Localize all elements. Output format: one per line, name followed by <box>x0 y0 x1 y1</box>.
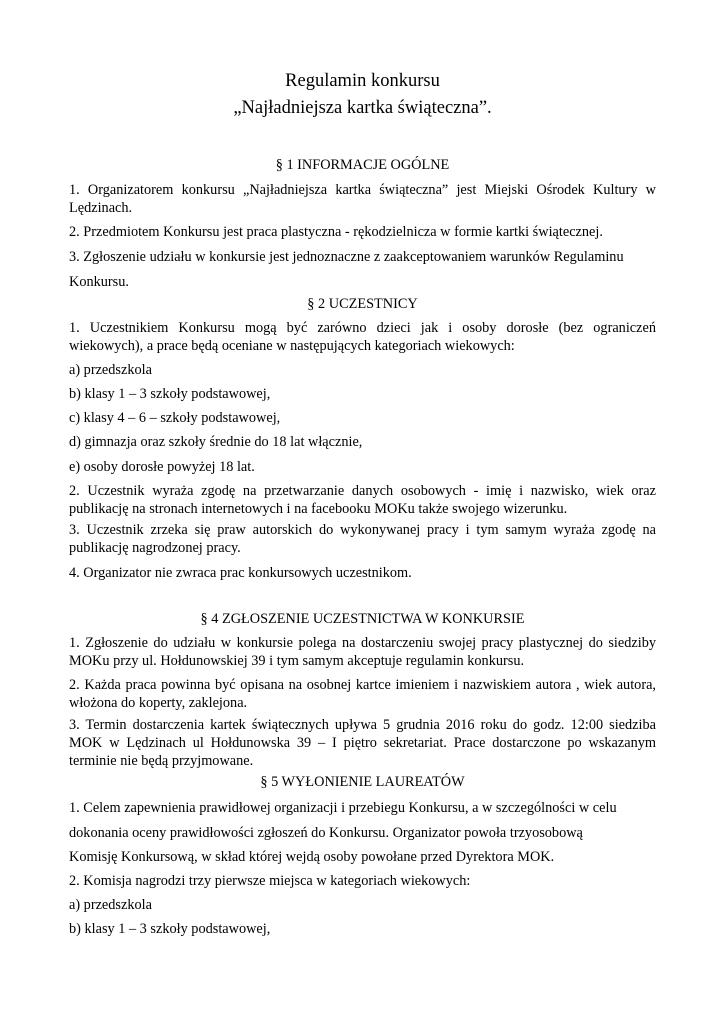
section-2-paragraph-4: 4. Organizator nie zwraca prac konkursowych uczestnikom. <box>69 565 412 581</box>
section-2-category-e: e) osoby dorosłe powyżej 18 lat. <box>69 459 255 475</box>
section-4-paragraph-3: 3. Termin dostarczenia kartek świątecznych upływa 5 grudnia 2016 roku do godz. 12:00 siedziba MOK w Lędzinach ul Hołdunowska 39 – I piętro sekretariat. Prace dostarczone po wskazanym terminie nie będą przyjmowane. <box>69 717 656 769</box>
section-2-paragraph-2: 2. Uczestnik wyraża zgodę na przetwarzanie danych osobowych - imię i nazwisko, wiek oraz publikację na stronach internetowych i na facebooku MOKu także swojego wizerunku. <box>69 483 656 517</box>
section-5-paragraph-2: 2. Komisja nagrodzi trzy pierwsze miejsca w kategoriach wiekowych: <box>69 873 471 889</box>
section-5-paragraph-1-line-1: 1. Celem zapewnienia prawidłowej organizacji i przebiegu Konkursu, a w szczególności w celu <box>69 800 617 816</box>
section-1-paragraph-3-line-2: Konkursu. <box>69 274 129 290</box>
section-2-category-b: b) klasy 1 – 3 szkoły podstawowej, <box>69 386 271 402</box>
section-2-category-c: c) klasy 4 – 6 – szkoły podstawowej, <box>69 410 281 426</box>
section-1-paragraph-2: 2. Przedmiotem Konkursu jest praca plastyczna - rękodzielnicza w formie kartki świątecznej. <box>69 224 603 240</box>
contest-name: „Najładniejsza kartka świąteczna”. <box>233 98 492 118</box>
section-5-category-a: a) przedszkola <box>69 897 152 913</box>
section-2-category-a: a) przedszkola <box>69 362 152 378</box>
document-title: Regulamin konkursu <box>285 71 440 91</box>
section-1-heading: § 1 INFORMACJE OGÓLNE <box>275 157 450 173</box>
section-2-paragraph-3: 3. Uczestnik zrzeka się praw autorskich do wykonywanej pracy i tym samym wyraża zgodę na publikację nagrodzonej pracy. <box>69 522 656 556</box>
section-5-paragraph-1-line-2: dokonania oceny prawidłowości zgłoszeń do Konkursu. Organizator powoła trzyosobową <box>69 825 583 841</box>
section-4-paragraph-2: 2. Każda praca powinna być opisana na osobnej kartce imieniem i nazwiskiem autora , wiek autora, włożona do koperty, zaklejona. <box>69 677 656 711</box>
section-4-paragraph-1: 1. Zgłoszenie do udziału w konkursie polega na dostarczeniu swojej pracy plastycznej do siedziby MOKu przy ul. Hołdunowskiej 39 i tym samym akceptuje regulamin konkursu. <box>69 635 656 669</box>
section-2-heading: § 2 UCZESTNICY <box>307 296 418 312</box>
section-5-heading: § 5 WYŁONIENIE LAUREATÓW <box>260 774 465 790</box>
section-5-category-b: b) klasy 1 – 3 szkoły podstawowej, <box>69 921 271 937</box>
section-2-category-d: d) gimnazja oraz szkoły średnie do 18 lat włącznie, <box>69 434 363 450</box>
section-1-paragraph-1: 1. Organizatorem konkursu „Najładniejsza kartka świąteczna” jest Miejski Ośrodek Kultury w Lędzinach. <box>69 182 656 216</box>
section-4-heading: § 4 ZGŁOSZENIE UCZESTNICTWA W KONKURSIE <box>200 611 525 627</box>
section-1-paragraph-3-line-1: 3. Zgłoszenie udziału w konkursie jest jednoznaczne z zaakceptowaniem warunków Regulaminu <box>69 249 624 265</box>
section-2-paragraph-1: 1. Uczestnikiem Konkursu mogą być zarówno dzieci jak i osoby dorosłe (bez ograniczeń wiekowych), a prace będą oceniane w następujących kategoriach wiekowych: <box>69 320 656 354</box>
section-5-paragraph-1-line-3: Komisję Konkursową, w skład której wejdą osoby powołane przed Dyrektora MOK. <box>69 849 555 865</box>
